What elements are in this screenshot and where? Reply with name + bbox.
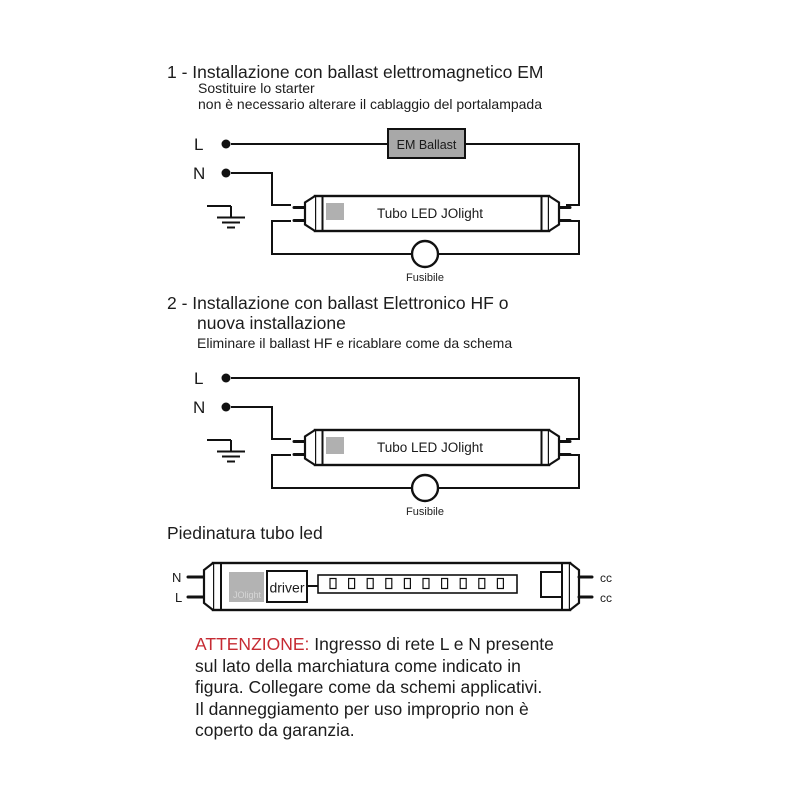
- ground-symbol: [207, 206, 245, 228]
- warning-text: [195, 634, 635, 742]
- pinout-l-label: L: [175, 590, 183, 605]
- neutral-terminal-dot: [222, 403, 231, 412]
- circuit-hf-diagram: [0, 354, 800, 529]
- section2-subtitle: Eliminare il ballast HF e ricablare come da schema: [197, 335, 513, 351]
- warning-line-5: coperto da garanzia.: [195, 720, 355, 741]
- line-terminal-label: L: [194, 369, 204, 388]
- led-chip: [442, 579, 448, 589]
- pinout-title: Piedinatura tubo led: [167, 523, 323, 543]
- tube-pins-left: [188, 577, 204, 597]
- em-ballast-label: EM Ballast: [396, 138, 457, 152]
- led-tube: [294, 430, 570, 465]
- tube-marker: [326, 203, 344, 220]
- driver-label: driver: [269, 579, 305, 596]
- neutral-wire: [231, 173, 291, 205]
- tube-pins-right: [579, 577, 592, 597]
- led-chip: [479, 579, 485, 589]
- warning-line-1-rest: Ingresso di rete L e N presente: [309, 634, 554, 654]
- led-chip: [386, 579, 392, 589]
- warning-line-2: sul lato della marchiatura come indicato in: [195, 655, 521, 676]
- neutral-terminal-dot: [222, 169, 231, 178]
- warning-line-4: Il danneggiamento per uso improprio non è: [195, 698, 529, 719]
- led-chip: [349, 579, 355, 589]
- warning-label: ATTENZIONE:: [195, 634, 310, 654]
- end-connector-box: [541, 572, 562, 597]
- led-chip: [460, 579, 466, 589]
- pinout-cc-bottom-label: cc: [600, 591, 612, 605]
- warning-line-3: figura. Collegare come da schemi applicativi.: [195, 677, 543, 698]
- pinout-diagram: [0, 548, 800, 628]
- circuit-hf: [193, 369, 579, 518]
- line-terminal-dot: [222, 374, 231, 383]
- warning-line-1: [195, 634, 635, 656]
- section1-subtitle: [198, 81, 542, 112]
- neutral-terminal-label: N: [193, 398, 206, 417]
- section2-title-line2: nuova installazione: [197, 313, 346, 333]
- section1-subtitle-line1: Sostituire lo starter: [198, 80, 315, 96]
- fuse-symbol: [412, 475, 438, 501]
- section1-title: 1 - Installazione con ballast elettromagnetico EM: [167, 62, 544, 82]
- tube-marker: [326, 437, 344, 454]
- line-terminal-dot: [222, 140, 231, 149]
- led-chip: [404, 579, 410, 589]
- fuse-symbol: [412, 241, 438, 267]
- led-chip: [497, 579, 503, 589]
- section1-subtitle-line2: non è necessario alterare il cablaggio del portalampada: [198, 95, 542, 112]
- pinout-tube: [172, 563, 612, 610]
- ground-symbol: [207, 440, 245, 462]
- line-terminal-label: L: [194, 135, 204, 154]
- neutral-wire: [231, 407, 291, 439]
- circuit-em-ballast: [193, 129, 579, 284]
- neutral-terminal-label: N: [193, 164, 206, 183]
- fuse-label: Fusibile: [406, 272, 444, 284]
- led-strip: [318, 575, 517, 593]
- section2-title-line1: 2 - Installazione con ballast Elettronico HF o: [167, 293, 509, 313]
- tube-label: Tubo LED JOlight: [376, 440, 484, 455]
- brand-label: JOlight: [233, 590, 262, 600]
- tube-label: Tubo LED JOlight: [376, 206, 484, 221]
- led-chip: [423, 579, 429, 589]
- pinout-cc-top-label: cc: [600, 571, 612, 585]
- led-chip: [330, 579, 336, 589]
- led-chip: [367, 579, 373, 589]
- fuse-label: Fusibile: [406, 506, 444, 518]
- pinout-n-label: N: [172, 570, 182, 585]
- led-tube: [294, 196, 570, 231]
- circuit-em-ballast-diagram: [0, 120, 800, 300]
